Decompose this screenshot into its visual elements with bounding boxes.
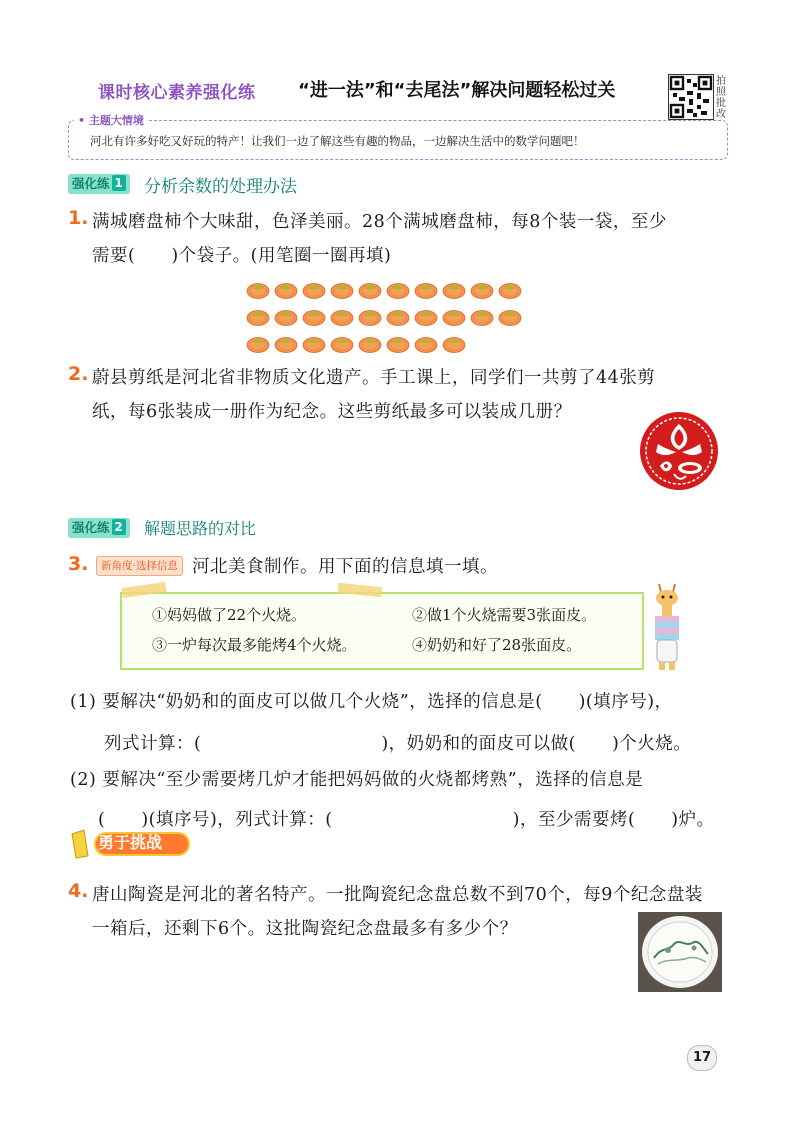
- persimmon-icon: [274, 306, 298, 326]
- challenge-label: 勇于挑战: [98, 833, 163, 852]
- header-brand: 课时核心素养强化练: [98, 83, 256, 103]
- persimmon-icon: [414, 333, 438, 353]
- persimmon-icon: [498, 306, 522, 326]
- info-item-4: ④奶奶和好了28张面皮。: [412, 636, 582, 654]
- q3-intro: 河北美食制作。用下面的信息填一填。: [192, 557, 498, 577]
- persimmon-grid: [246, 279, 524, 355]
- info-item-2: ②做1个火烧需要3张面皮。: [412, 606, 597, 624]
- persimmon-icon: [330, 333, 354, 353]
- persimmon-icon: [358, 333, 382, 353]
- persimmon-icon: [302, 333, 326, 353]
- persimmon-icon: [274, 279, 298, 299]
- persimmon-icon: [246, 279, 270, 299]
- q3-part2-line1: (2) 要解决“至少需要烤几炉才能把妈妈做的火烧都烤熟”，选择的信息是: [70, 770, 644, 790]
- q3-tag: 新角度·选择信息: [96, 556, 183, 576]
- persimmon-icon: [442, 306, 466, 326]
- info-item-1: ①妈妈做了22个火烧。: [152, 606, 307, 624]
- persimmon-icon: [274, 333, 298, 353]
- persimmon-icon: [470, 306, 494, 326]
- q4-number: 4.: [68, 880, 89, 902]
- q3-part2-line2: ( )(填序号)，列式计算：( )，至少需要烤( )炉。: [98, 810, 715, 830]
- persimmon-icon: [498, 279, 522, 299]
- q3-part1-line1: (1) 要解决“奶奶和的面皮可以做几个火烧”，选择的信息是( )(填序号)，: [70, 692, 673, 712]
- info-item-3: ③一炉每次最多能烤4个火烧。: [152, 636, 357, 654]
- q1-line2: 需要( )个袋子。(用笔圈一圈再填): [92, 246, 392, 266]
- theme-label: • 主题大情境: [74, 112, 148, 128]
- persimmon-icon: [442, 333, 466, 353]
- persimmon-icon: [330, 279, 354, 299]
- persimmon-icon: [358, 279, 382, 299]
- section2-number: 2: [112, 519, 126, 535]
- persimmon-icon: [246, 333, 270, 353]
- q3-part1-line2: 列式计算：( )，奶奶和的面皮可以做( )个火烧。: [104, 734, 692, 754]
- persimmon-icon: [358, 306, 382, 326]
- persimmon-icon: [470, 279, 494, 299]
- section1-number: 1: [112, 175, 126, 191]
- persimmon-icon: [414, 279, 438, 299]
- section1-badge-label: 强化练: [72, 176, 110, 191]
- qr-caption: 拍照批改: [716, 76, 726, 120]
- persimmon-icon: [386, 333, 410, 353]
- page-number: 17: [687, 1045, 717, 1071]
- persimmon-icon: [442, 279, 466, 299]
- q2-number: 2.: [68, 363, 89, 385]
- section1-badge: [68, 174, 130, 194]
- theme-label-text: 主题大情境: [88, 114, 144, 127]
- q2-line1: 蔚县剪纸是河北省非物质文化遗产。手工课上，同学们一共剪了44张剪: [92, 368, 656, 388]
- section2-badge: [68, 518, 130, 538]
- ceramic-plate-image: [638, 912, 722, 992]
- q4-line2: 一箱后，还剩下6个。这批陶瓷纪念盘最多有多少个？: [92, 919, 518, 939]
- giraffe-chef-image: [645, 580, 691, 672]
- q2-line2: 纸，每6张装成一册作为纪念。这些剪纸最多可以装成几册？: [92, 402, 572, 422]
- q4-line1: 唐山陶瓷是河北的著名特产。一批陶瓷纪念盘总数不到70个，每9个纪念盘装: [92, 885, 703, 905]
- q1-number: 1.: [68, 207, 89, 229]
- paper-cut-image: [638, 410, 720, 492]
- persimmon-icon: [386, 306, 410, 326]
- section2-badge-label: 强化练: [72, 520, 110, 535]
- theme-text: 河北有许多好吃又好玩的特产！让我们一边了解这些有趣的物品，一边解决生活中的数学问题吧！: [90, 134, 585, 148]
- section2-title: 解题思路的对比: [144, 519, 257, 538]
- qr-code-icon[interactable]: [668, 74, 714, 120]
- persimmon-icon: [302, 279, 326, 299]
- persimmon-icon: [414, 306, 438, 326]
- persimmon-icon: [330, 306, 354, 326]
- q1-line1: 满城磨盘柿个大味甜，色泽美丽。28个满城磨盘柿，每8个装一袋，至少: [92, 212, 667, 232]
- persimmon-icon: [386, 279, 410, 299]
- header-title: “进一法”和“去尾法”解决问题轻松过关: [298, 80, 616, 101]
- q3-number: 3.: [68, 553, 89, 575]
- section1-title: 分析余数的处理办法: [144, 177, 297, 197]
- persimmon-icon: [302, 306, 326, 326]
- persimmon-icon: [246, 306, 270, 326]
